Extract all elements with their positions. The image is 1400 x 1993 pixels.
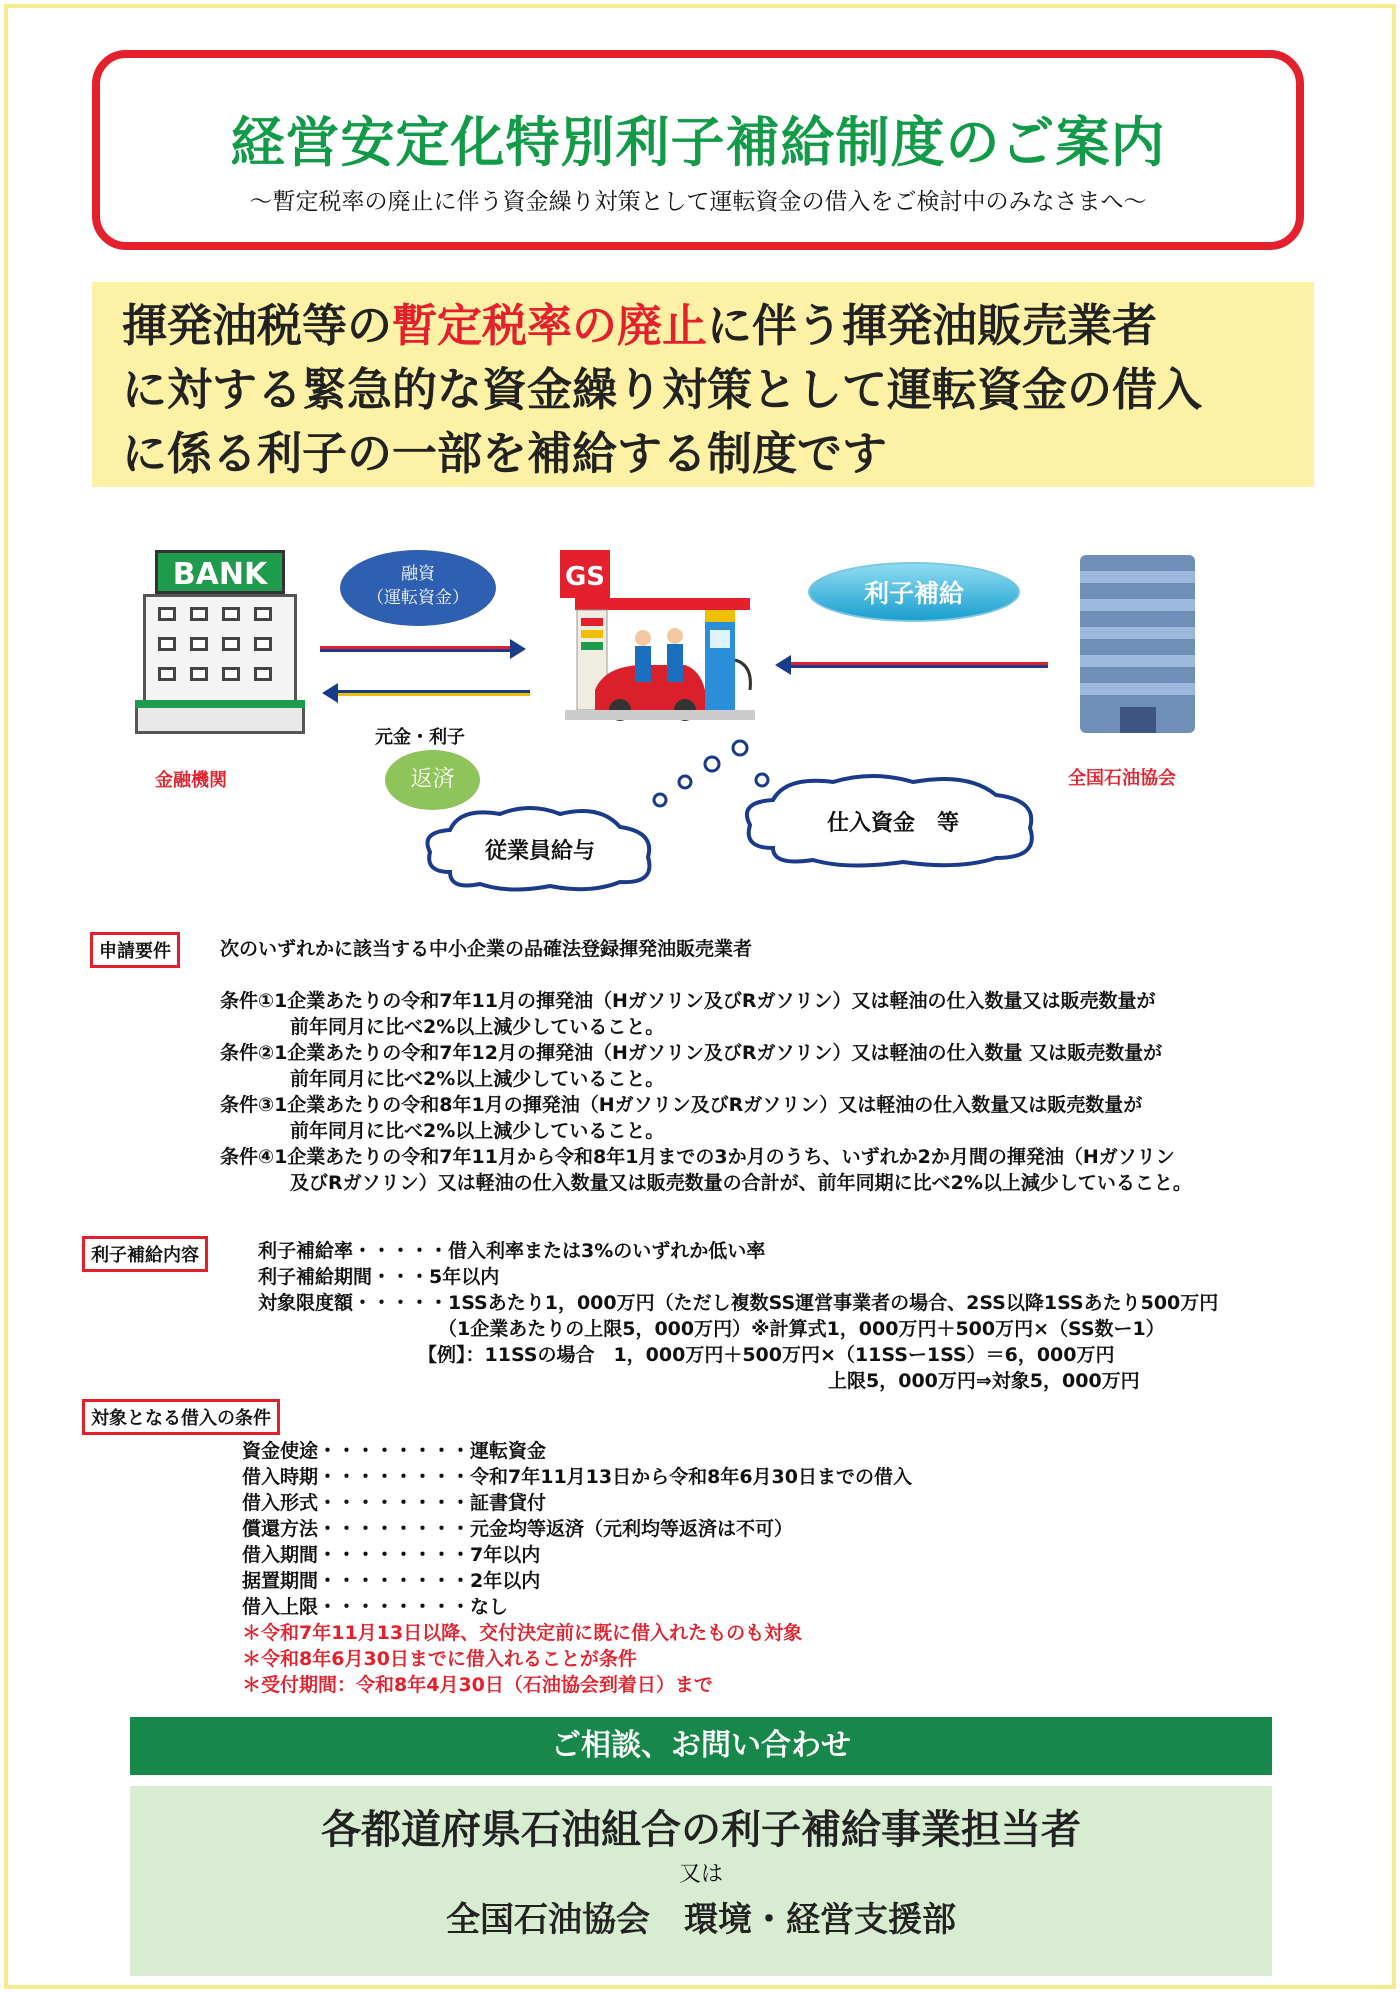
- repay-arrow-head: [322, 683, 338, 703]
- page-title: 経営安定化特別利子補給制度のご案内: [230, 111, 1166, 174]
- condition-2: 条件②1企業あたりの令和7年12月の揮発油（Hガソリン及びRガソリン）又は軽油の仕入数量 又は販売数量が: [220, 1042, 1163, 1064]
- flow-diagram: [0, 520, 1400, 900]
- subsidy-tag: 利子補給内容: [82, 1236, 208, 1272]
- association-name-label: 全国石油協会: [1068, 768, 1176, 789]
- subsidy-rate: 利子補給率・・・・・借入利率または3%のいずれか低い率: [258, 1240, 766, 1262]
- loan-oval: 融資 （運転資金）: [340, 550, 496, 626]
- repay-arrow: [338, 690, 530, 696]
- condition-4: 条件④1企業あたりの令和7年11月から令和8年1月までの3か月のうち、いずれか2か月間の揮発油（Hガソリン: [220, 1146, 1175, 1168]
- condition-1: 条件①1企業あたりの令和7年11月の揮発油（Hガソリン及びRガソリン）又は軽油の仕入数量又は販売数量が: [220, 990, 1156, 1012]
- salary-text: 従業員給与: [484, 839, 596, 864]
- lead-line-1: 揮発油税等の暫定税率の廃止に伴う揮発油販売業者: [122, 299, 1158, 352]
- loan-item: 借入形式・・・・・・・・証書貸付: [242, 1492, 547, 1514]
- salary-cloud: [420, 802, 660, 894]
- loan-note: ＊受付期間：令和8年4月30日（石油協会到着日）まで: [242, 1674, 713, 1696]
- contact-box: [130, 1786, 1272, 1976]
- contact-line-3: 全国石油協会 環境・経営支援部: [446, 1900, 956, 1940]
- title-box: [92, 50, 1304, 250]
- contact-header: ご相談、お問い合わせ: [130, 1717, 1272, 1775]
- loan-item: 資金使途・・・・・・・・運転資金: [242, 1440, 547, 1462]
- subsidy-limit: 対象限度額・・・・・1SSあたり1，000万円（ただし複数SS運営事業者の場合、2SS以降1SSあたり500万円: [258, 1292, 1219, 1314]
- subsidy-arrow: [790, 662, 1048, 668]
- requirements-intro: 次のいずれかに該当する中小企業の品確法登録揮発油販売業者: [220, 938, 753, 960]
- office-building-icon: [1080, 555, 1195, 733]
- contact-line-2: 又は: [678, 1862, 723, 1887]
- subsidy-oval: 利子補給: [808, 562, 1020, 622]
- bank-sign: BANK: [155, 550, 285, 594]
- loan-item: 据置期間・・・・・・・・2年以内: [242, 1570, 541, 1592]
- lead-box: [92, 282, 1314, 487]
- subsidy-example: 【例】：11SSの場合 1，000万円＋500万円×（11SSー1SS）＝6，000万円: [418, 1344, 1115, 1366]
- requirements-conditions: 条件①1企業あたりの令和7年11月の揮発油（Hガソリン及びRガソリン）又は軽油の仕入数量又は販売数量が 前年同月に比べ2%以上減少していること。 条件②1企業あたりの令和7年12月の揮発油（Hガソリン及びRガソリン）又は軽油の仕入数量 又は販売数量が 前年同月に比べ2%以上減少していること。 条件③1企業あたりの令和8年1月の揮発油（Hガソリン及びRガソリン）又は軽油の仕入数量又は販売数量が 前年同月に比べ2%以上減少していること。 条件④1企業あたりの令和7年11月から令和8年1月までの3か月のうち、いずれか2か月間の揮発油（Hガソリン 及びRガソリン）又は軽油の仕入数量又は販売数量の合計が、前年同期に比べ2%以上減少していること。: [220, 988, 1350, 1196]
- lead-line-2: に対する緊急的な資金繰り対策として運転資金の借入: [122, 363, 1203, 416]
- requirements-tag: 申請要件: [90, 932, 180, 968]
- loan-arrow: [320, 646, 515, 652]
- loan-conditions: [242, 1438, 1142, 1698]
- subsidy-details: 利子補給率・・・・・借入利率または3%のいずれか低い率 利子補給期間・・・5年以内 対象限度額・・・・・1SSあたり1，000万円（ただし複数SS運営事業者の場合、2SS以降1SSあたり500万円 （1企業あたりの上限5，000万円）※計算式1，000万円＋500万円×（SS数ー1） 【例】：11SSの場合 1，000万円＋500万円×（11SSー1SS）＝6，000万円 上限5，000万円⇒対象5，000万円: [258, 1238, 1358, 1394]
- page-subtitle: ～暫定税率の廃止に伴う資金繰り対策として運転資金の借入をご検討中のみなさまへ～: [249, 189, 1147, 215]
- subsidy-arrow-head: [775, 655, 791, 675]
- loan-item: 償還方法・・・・・・・・元金均等返済（元利均等返済は不可）: [242, 1518, 794, 1540]
- gas-station-icon: [555, 550, 765, 725]
- loan-note: ＊令和7年11月13日以降、交付決定前に既に借入れたものも対象: [242, 1622, 803, 1644]
- loan-conditions-tag: 対象となる借入の条件: [82, 1399, 280, 1435]
- bank-icon: [135, 550, 305, 730]
- contact-line-1: 各都道府県石油組合の利子補給事業担当者: [321, 1807, 1081, 1853]
- gs-sign: GS: [564, 562, 606, 592]
- subsidy-period: 利子補給期間・・・5年以内: [258, 1266, 500, 1288]
- repay-oval: 返済: [385, 750, 480, 810]
- loan-note: ＊令和8年6月30日までに借入れることが条件: [242, 1648, 637, 1670]
- purchase-text: 仕入資金 等: [826, 811, 960, 836]
- loan-item: 借入時期・・・・・・・・令和7年11月13日から令和8年6月30日までの借入: [242, 1466, 912, 1488]
- principal-label: 元金・利子: [375, 727, 465, 748]
- condition-3: 条件③1企業あたりの令和8年1月の揮発油（Hガソリン及びRガソリン）又は軽油の仕入数量又は販売数量が: [220, 1094, 1143, 1116]
- lead-line-3: に係る利子の一部を補給する制度です: [122, 427, 888, 480]
- loan-arrow-head: [510, 639, 526, 659]
- loan-item: 借入期間・・・・・・・・7年以内: [242, 1544, 541, 1566]
- bank-name-label: 金融機関: [155, 770, 227, 791]
- loan-item: 借入上限・・・・・・・・なし: [242, 1596, 509, 1618]
- purchase-cloud: [738, 770, 1048, 870]
